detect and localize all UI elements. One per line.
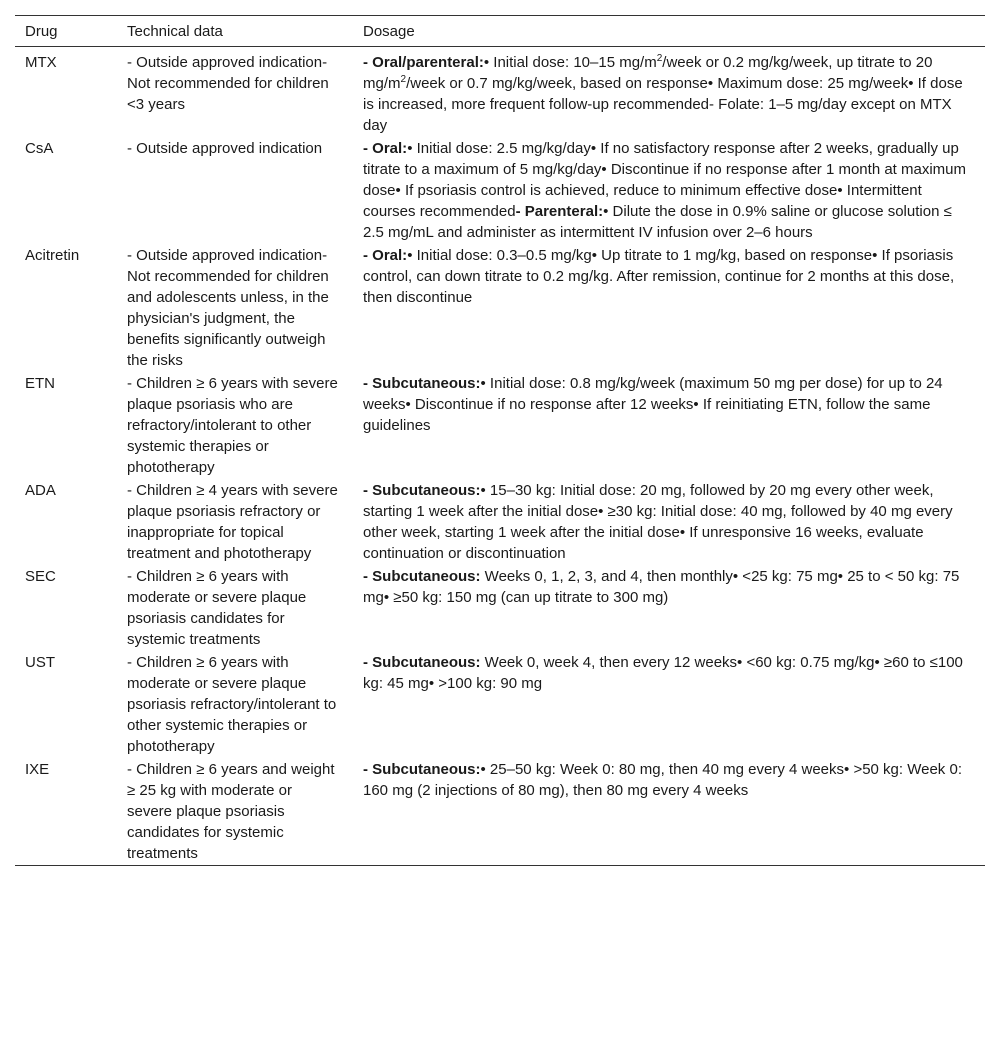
table-row — [15, 47, 985, 138]
cell-technical-data: - Outside approved indication — [127, 140, 323, 157]
cell-technical-data: - Children ≥ 6 years with moderate or severe plaque psoriasis candidates for systemic treatments — [127, 568, 307, 648]
cell-technical-data: - Children ≥ 6 years and weight ≥ 25 kg with moderate or severe plaque psoriasis candidates for systemic treatments — [127, 761, 335, 862]
dosage-route-label: - Oral/parenteral: — [363, 54, 484, 71]
dosage-text: Week 0, week 4, then every 12 weeks• <60 kg: 0.75 mg/kg• ≥60 to ≤100 kg: 45 mg• >100 kg: 90 mg — [363, 654, 963, 692]
dosage-superscript: 2 — [400, 74, 407, 85]
cell-drug: Acitretin — [25, 247, 80, 264]
dosage-route-label: - Subcutaneous: — [363, 654, 481, 671]
cell-drug: IXE — [25, 761, 50, 778]
dosage-text: /week or 0.2 mg/kg/week, up titrate to 20 mg/m — [363, 54, 933, 92]
cell-technical-data: - Outside approved indication- Not recommended for children and adolescents unless, in the physician's judgment, the benefits significantly outweigh the risks — [127, 247, 329, 369]
cell-dosage — [353, 479, 985, 565]
dosage-text: • 15–30 kg: Initial dose: 20 mg, followed by 20 mg every other week, starting 1 week after the initial dose• ≥30 kg: Initial dose: 40 mg, followed by 40 mg every other week, starting 1 week after the initial dose• If unresponsive 16 weeks, evaluate continuation or discontinuation — [363, 482, 953, 562]
cell-drug: ETN — [25, 375, 55, 392]
cell-technical-data: - Outside approved indication- Not recommended for children <3 years — [127, 54, 329, 113]
dosage-route-label: - Oral: — [363, 140, 408, 157]
table-header — [15, 16, 985, 47]
dosage-text: • Initial dose: 10–15 mg/m — [483, 54, 657, 71]
table-row — [15, 651, 985, 758]
dosage-text: • Initial dose: 0.3–0.5 mg/kg• Up titrate to 1 mg/kg, based on response• If psoriasis control, can down titrate to 0.2 mg/kg. After remission, continue for 2 months at this dose, then discontinue — [363, 247, 955, 306]
dosage-text: /week or 0.7 mg/kg/week, based on response• Maximum dose: 25 mg/week• If dose is increased, more frequent follow-up recommended- Folate: 1–5 mg/day except on MTX day — [363, 75, 963, 134]
dosage-text: Weeks 0, 1, 2, 3, and 4, then monthly• <25 kg: 75 mg• 25 to < 50 kg: 75 mg• ≥50 kg: 150 mg (can up titrate to 300 mg) — [363, 568, 960, 606]
dosage-route-label: - Subcutaneous: — [363, 761, 481, 778]
cell-dosage — [353, 651, 985, 758]
cell-technical-data: - Children ≥ 4 years with severe plaque psoriasis refractory or inappropriate for topical treatment and phototherapy — [127, 482, 338, 562]
cell-drug: UST — [25, 654, 55, 671]
dosage-route-label: - Parenteral: — [515, 203, 604, 220]
dosage-route-label: - Subcutaneous: — [363, 375, 481, 392]
header-technical-data: Technical data — [127, 23, 223, 40]
cell-dosage — [353, 372, 985, 479]
dosage-text: • Dilute the dose in 0.9% saline or glucose solution ≤ 2.5 mg/mL and administer as intermittent IV infusion over 2–6 hours — [363, 203, 952, 241]
cell-dosage — [353, 565, 985, 651]
cell-dosage — [353, 244, 985, 372]
table-row — [15, 372, 985, 479]
header-dosage: Dosage — [363, 23, 415, 40]
table-body — [15, 47, 985, 866]
table-row — [15, 565, 985, 651]
cell-dosage — [353, 47, 985, 138]
cell-technical-data: - Children ≥ 6 years with severe plaque psoriasis who are refractory/intolerant to other systemic therapies or phototherapy — [127, 375, 338, 476]
dosage-text: • Initial dose: 0.8 mg/kg/week (maximum 50 mg per dose) for up to 24 weeks• Discontinue if no response after 12 weeks• If reinitiating ETN, follow the same guidelines — [363, 375, 943, 434]
dosage-table — [15, 15, 985, 866]
dosage-route-label: - Subcutaneous: — [363, 482, 481, 499]
cell-drug: ADA — [25, 482, 56, 499]
cell-dosage — [353, 137, 985, 244]
cell-drug: MTX — [25, 54, 57, 71]
cell-drug: CsA — [25, 140, 54, 157]
table-row — [15, 479, 985, 565]
cell-dosage — [353, 758, 985, 866]
table-row — [15, 244, 985, 372]
cell-drug: SEC — [25, 568, 56, 585]
dosage-route-label: - Oral: — [363, 247, 408, 264]
table-row — [15, 137, 985, 244]
dosage-text: • 25–50 kg: Week 0: 80 mg, then 40 mg every 4 weeks• >50 kg: Week 0: 160 mg (2 injections of 80 mg), then 80 mg every 4 weeks — [363, 761, 962, 799]
table-row — [15, 758, 985, 866]
dosage-text: • Initial dose: 2.5 mg/kg/day• If no satisfactory response after 2 weeks, gradually up titrate to a maximum of 5 mg/kg/day• Discontinue if no response after 1 month at maximum dose• If psoriasis control is achieved, reduce to minimum effective dose• Intermittent courses recommended — [363, 140, 967, 220]
dosage-route-label: - Subcutaneous: — [363, 568, 481, 585]
cell-technical-data: - Children ≥ 6 years with moderate or severe plaque psoriasis refractory/intolerant to other systemic therapies or phototherapy — [127, 654, 337, 755]
dosage-table-container — [15, 15, 985, 866]
dosage-superscript: 2 — [656, 53, 663, 64]
header-drug: Drug — [25, 23, 58, 40]
header-row — [15, 16, 985, 47]
